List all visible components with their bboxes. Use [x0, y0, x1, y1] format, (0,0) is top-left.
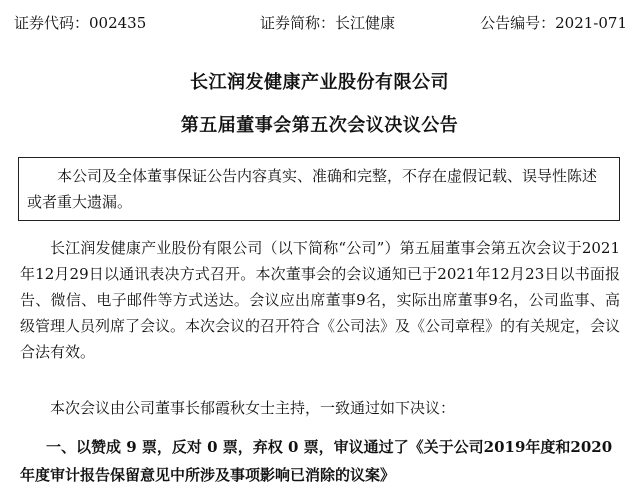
meeting-paragraph: 长江润发健康产业股份有限公司（以下简称“公司”）第五届董事会第五次会议于2021年12月29日以通讯表决方式召开。本次董事会的会议通知已于2021年12月23日以书面报告、微信、电子邮件等方式送达。会议应出席董事9名，实际出席董事9名，公司监事、高级管理人员列席了会议。本次会议的召开符合《公司法》及《公司章程》的有关规定，会议合法有效。 — [20, 239, 620, 361]
disclaimer-notice: 本公司及全体董事保证公告内容真实、准确和完整，不存在虚假记载、误导性陈述或者重大遗漏。 — [18, 157, 620, 221]
announcement-number: 公告编号：2021-071 — [480, 14, 627, 32]
announcement-header — [14, 12, 627, 34]
document-title: 第五届董事会第五次会议决议公告 — [180, 115, 459, 136]
company-name: 长江润发健康产业股份有限公司 — [190, 72, 449, 93]
stock-short-name: 证券简称：长江健康 — [260, 14, 396, 32]
chair-paragraph: 本次会议由公司董事长郁霞秋女士主持，一致通过如下决议： — [50, 399, 456, 417]
stock-code: 证券代码：002435 — [14, 14, 147, 32]
resolution-item-1: 一、以赞成 9 票，反对 0 票，弃权 0 票，审议通过了《关于公司2019年度和2020年度审计报告保留意见中所涉及事项影响已消除的议案》 — [20, 438, 613, 484]
